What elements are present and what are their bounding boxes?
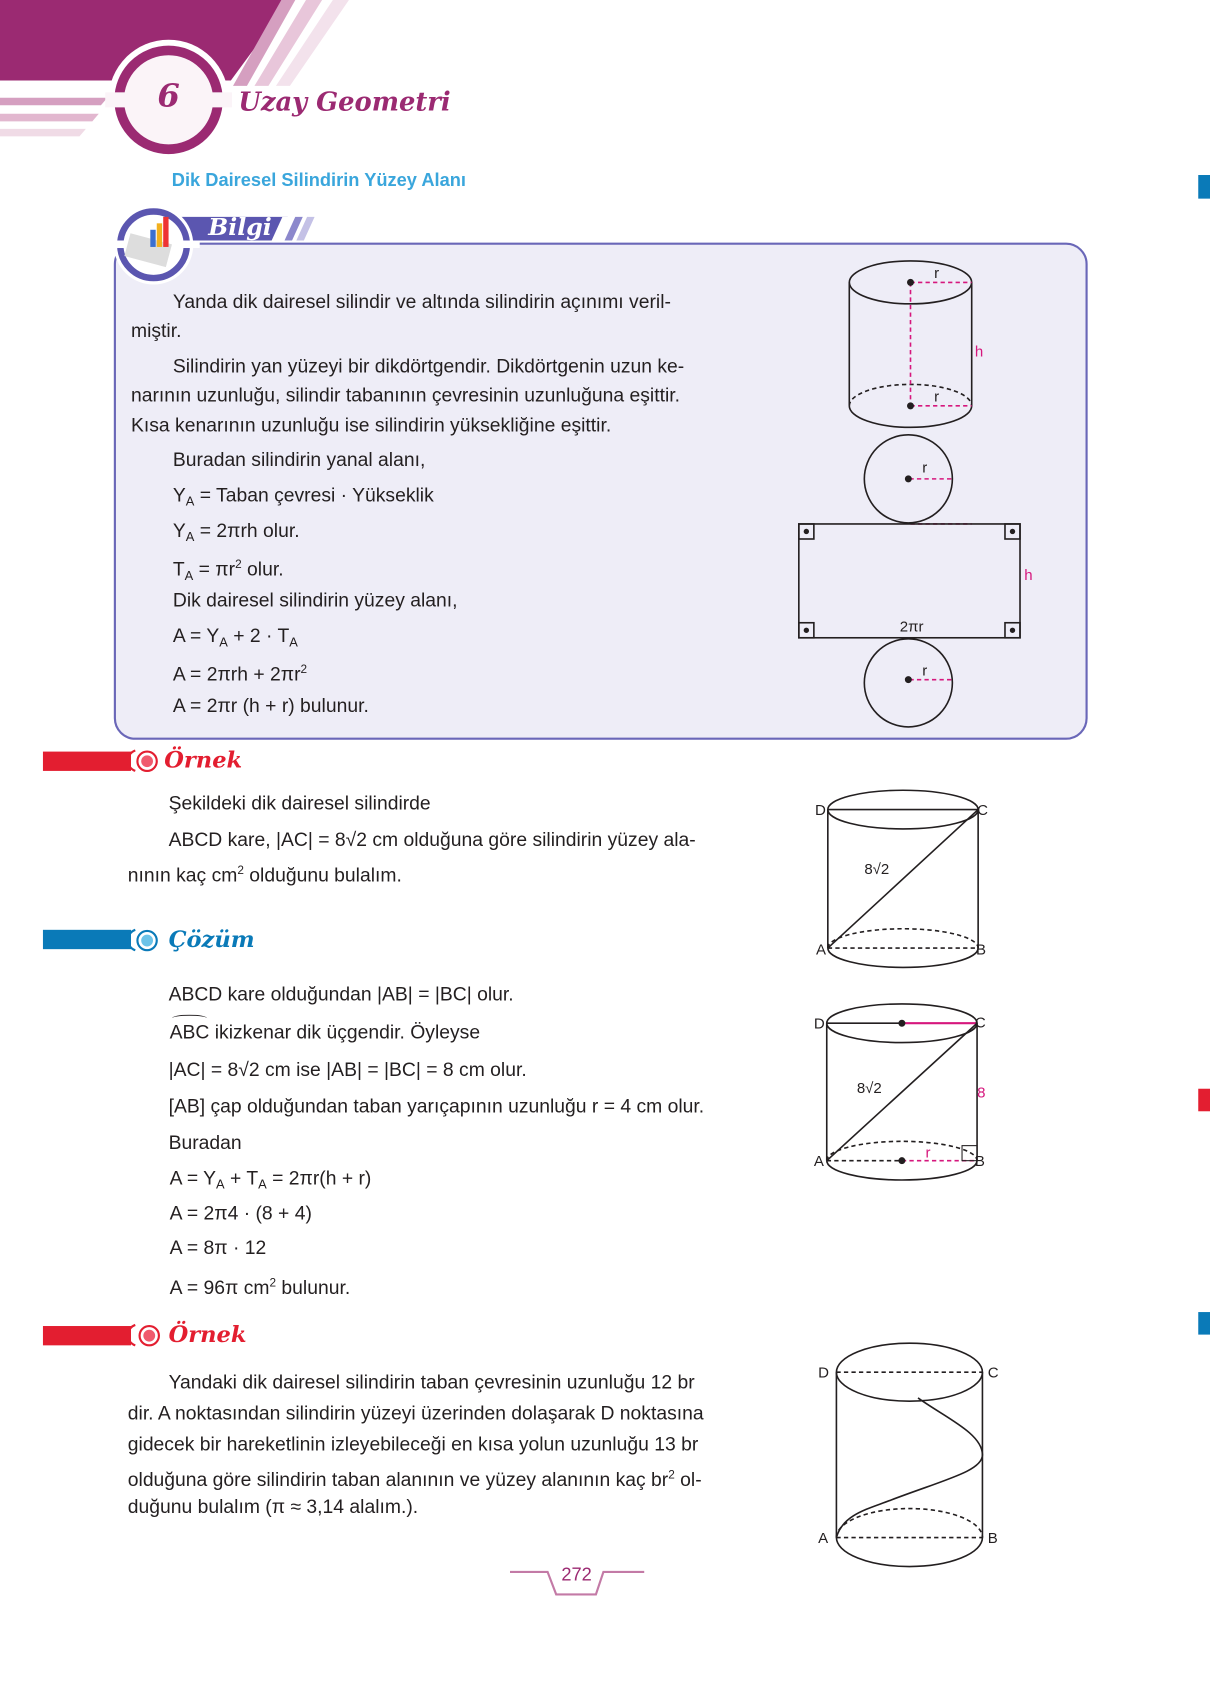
- formula-sup: 2: [269, 1276, 277, 1290]
- label-r: r: [934, 265, 940, 283]
- solution-formula: A = 2π4 · (8 + 4): [169, 1202, 312, 1225]
- diagonal-label: 8√2: [856, 1080, 882, 1098]
- formula-part: = Taban çevresi · Yükseklik: [194, 484, 434, 506]
- formula-sub: A: [258, 1176, 267, 1192]
- formula-sub: A: [184, 567, 194, 584]
- example-label: Örnek: [164, 746, 243, 774]
- formula-part: bulunur.: [276, 1276, 351, 1299]
- point-A: A: [818, 1529, 829, 1547]
- formula-part: A = 2πrh + 2πr: [172, 663, 301, 686]
- formula-sub: A: [219, 634, 228, 650]
- label-r: r: [922, 459, 928, 477]
- solution-line: |AC| = 8√2 cm ise |AB| = |BC| = 8 cm olur.: [168, 1058, 527, 1081]
- example-label: Örnek: [168, 1320, 247, 1348]
- point-C: C: [977, 801, 988, 819]
- formula-part: A = Y: [169, 1167, 217, 1189]
- section-title: Dik Dairesel Silindirin Yüzey Alanı: [171, 169, 466, 191]
- formula-part: + 2 · T: [227, 624, 290, 647]
- formula-sup: 2: [235, 558, 242, 572]
- point-A: A: [813, 1153, 824, 1171]
- angle-notation: ABC: [169, 1021, 210, 1043]
- formula-sub: A: [185, 493, 195, 509]
- point-B: B: [987, 1529, 998, 1547]
- info-line: Silindirin yan yüzeyi bir dikdörtgendir. Dikdörtgenin uzun ke-: [172, 355, 685, 377]
- example-line: Yandaki dik dairesel silindirin taban çevresinin uzunluğu 12 br: [168, 1371, 695, 1393]
- point-A: A: [816, 941, 827, 959]
- label-h: h: [974, 343, 984, 361]
- formula-part: = 2πrh olur.: [194, 519, 300, 542]
- point-B: B: [974, 1153, 985, 1171]
- info-line: Kısa kenarının uzunluğu ise silindirin yüksekliğine eşittir.: [130, 414, 612, 436]
- text-part: ikizkenar dik üçgendir. Öyleyse: [209, 1021, 481, 1043]
- example-line: ABCD kare, |AC| = 8√2 cm olduğuna göre silindirin yüzey ala-: [168, 828, 696, 851]
- text-part: olduğunu bulalım.: [243, 864, 402, 886]
- example-line: Şekildeki dik dairesel silindirde: [168, 792, 431, 814]
- example-line: dir. A noktasından silindirin yüzeyi üzerinden dolaşarak D noktasına: [127, 1402, 704, 1424]
- text-sup: 2: [668, 1468, 675, 1482]
- formula-part: olur.: [241, 558, 284, 580]
- formula-part: = 2πr(h + r): [266, 1167, 372, 1189]
- point-D: D: [814, 801, 826, 819]
- formula-part: = πr: [193, 558, 236, 580]
- chapter-number: 6: [157, 77, 180, 115]
- solution-line: Buradan: [168, 1131, 242, 1154]
- solution-line: ABCD kare olduğundan |AB| = |BC| olur.: [168, 983, 514, 1005]
- label-r: r: [922, 662, 928, 680]
- solution-line: [AB] çap olduğundan taban yarıçapının uzunluğu r = 4 cm olur.: [168, 1095, 705, 1117]
- formula-part: Y: [172, 484, 186, 506]
- page-number: 272: [561, 1564, 592, 1585]
- formula-part: A = 96π cm: [169, 1276, 270, 1299]
- formula-sub: A: [216, 1176, 225, 1192]
- point-C: C: [974, 1014, 986, 1032]
- formula-sup: 2: [300, 663, 308, 677]
- example-line: gidecek bir hareketlinin izleyebileceği en kısa yolun uzunluğu 13 br: [127, 1433, 699, 1455]
- info-line: Buradan silindirin yanal alanı,: [172, 448, 426, 471]
- formula-total-area-3: A = 2πr (h + r) bulunur.: [172, 694, 369, 717]
- chapter-title: Uzay Geometri: [238, 85, 451, 118]
- example-line: duğunu bulalım (π ≈ 3,14 alalım.).: [127, 1495, 419, 1518]
- formula-part: Y: [172, 519, 186, 542]
- formula-part: A = Y: [172, 624, 220, 647]
- solution-formula: A = 8π · 12: [169, 1236, 267, 1259]
- text-part: ol-: [674, 1468, 702, 1491]
- diagonal-label: 8√2: [864, 860, 890, 878]
- solution-label: Çözüm: [168, 925, 255, 953]
- side-label: 8: [977, 1084, 986, 1102]
- label-h: h: [1024, 566, 1033, 584]
- radius-label: r: [925, 1144, 931, 1162]
- point-B: B: [975, 941, 987, 959]
- text-part: nının kaç cm: [127, 864, 238, 886]
- bilgi-label: Bilgi: [208, 213, 272, 242]
- label-perimeter: 2πr: [899, 618, 924, 636]
- formula-sub: A: [289, 634, 298, 650]
- info-line: Yanda dik dairesel silindir ve altında silindirin açınımı veril-: [172, 290, 671, 313]
- formula-part: T: [172, 558, 185, 580]
- text-sup: 2: [237, 864, 244, 878]
- label-r: r: [934, 388, 940, 406]
- formula-sub: A: [185, 529, 195, 545]
- info-line: Dik dairesel silindirin yüzey alanı,: [172, 589, 458, 611]
- text-part: olduğuna göre silindirin taban alanının ve yüzey alanının kaç br: [127, 1468, 669, 1491]
- point-D: D: [818, 1364, 830, 1382]
- point-C: C: [987, 1364, 999, 1382]
- info-line: miştir.: [130, 319, 182, 342]
- point-D: D: [813, 1015, 825, 1033]
- info-line: narının uzunluğu, silindir tabanının çevresinin uzunluğuna eşittir.: [130, 384, 681, 406]
- formula-part: + T: [224, 1167, 259, 1189]
